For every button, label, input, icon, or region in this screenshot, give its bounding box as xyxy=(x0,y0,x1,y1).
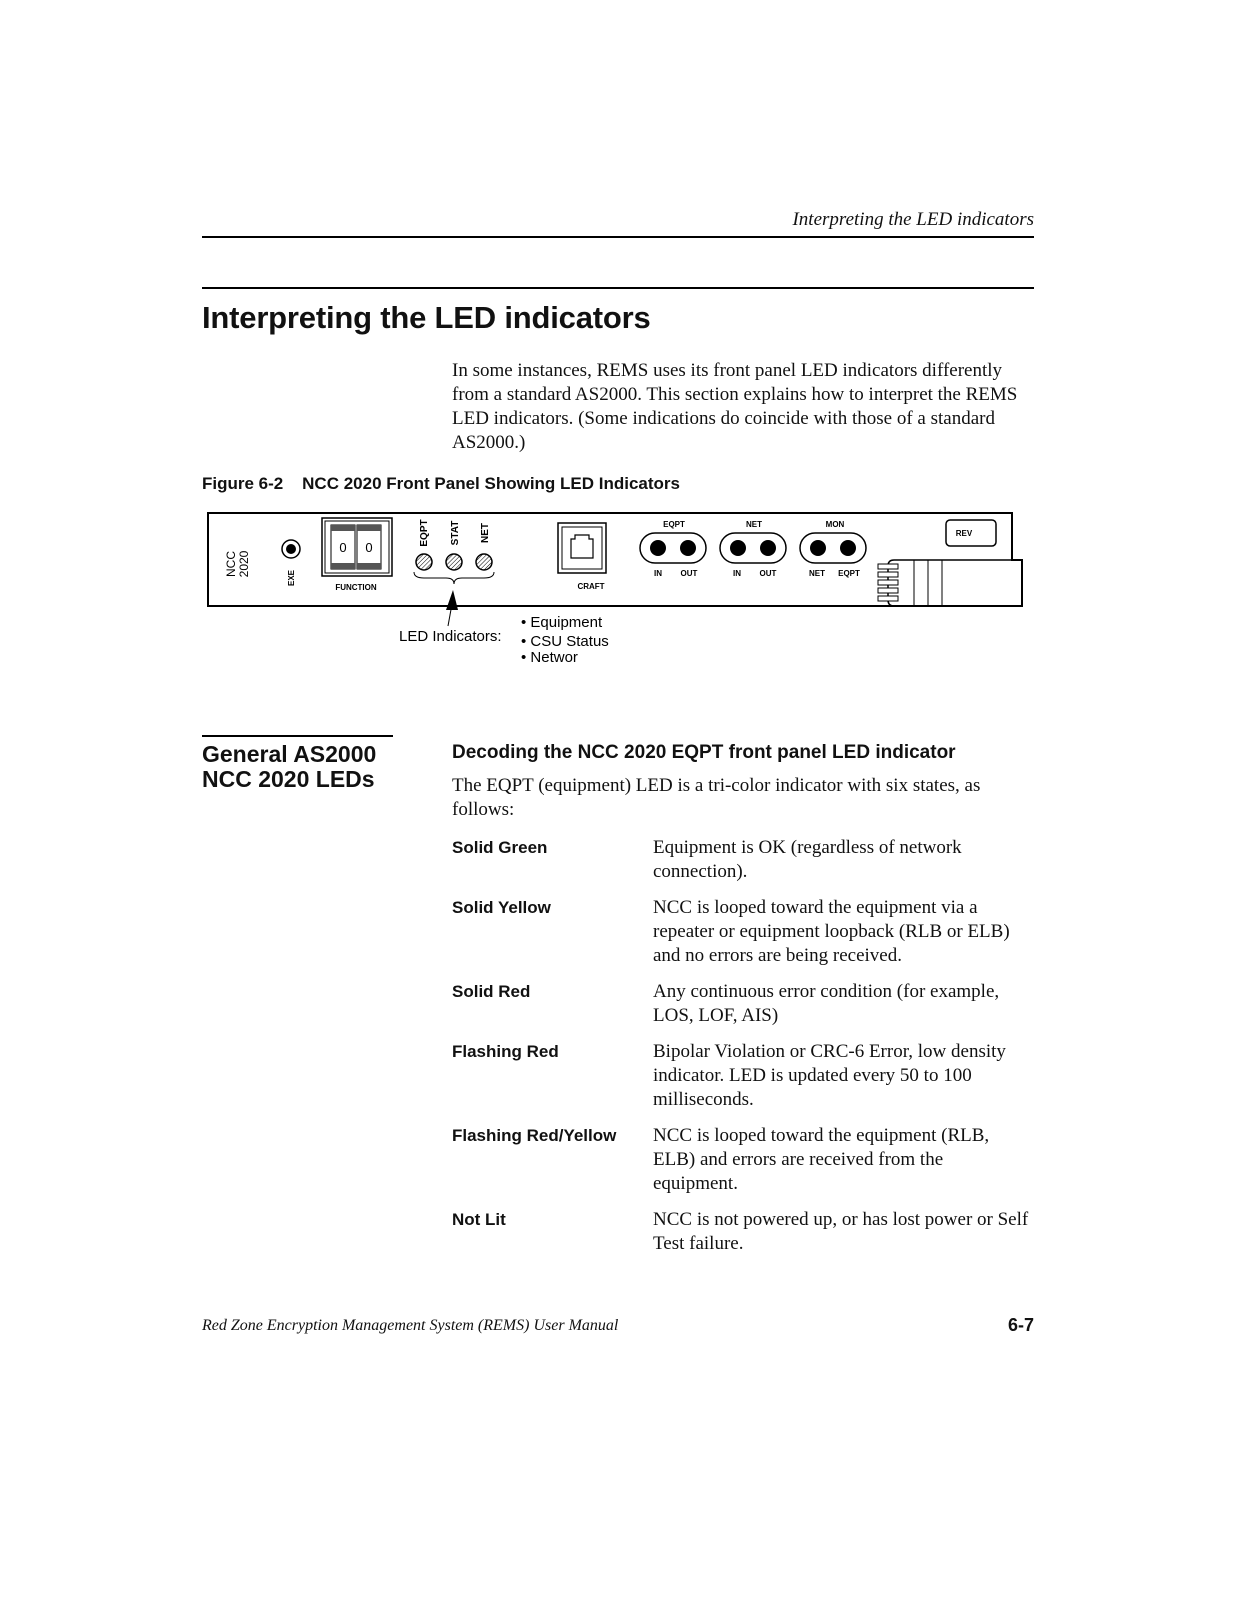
state-description: Bipolar Violation or CRC-6 Error, low density indicator. LED is updated every 50 to 100 milliseconds. xyxy=(653,1041,1006,1110)
jack-mon-title: MON xyxy=(825,520,845,529)
model-label-line2: 2020 xyxy=(237,550,251,578)
callout-label: LED Indicators: xyxy=(399,628,502,645)
state-description: Equipment is OK (regardless of network connection). xyxy=(653,837,962,882)
figure-title: NCC 2020 Front Panel Showing LED Indicators xyxy=(302,474,680,493)
state-row-flashing-red-yellow xyxy=(452,1124,1034,1196)
state-row-solid-red xyxy=(452,980,1034,1028)
function-digit-1: 0 xyxy=(339,540,347,555)
jack-net-out: OUT xyxy=(759,569,777,578)
sub-heading: Decoding the NCC 2020 EQPT front panel LED indicator xyxy=(452,742,956,763)
jack-mon-net: NET xyxy=(809,569,825,578)
exe-label: EXE xyxy=(287,569,296,587)
craft-port xyxy=(558,523,606,573)
function-digit-2: 0 xyxy=(365,540,373,555)
side-heading-line2: NCC 2020 LEDs xyxy=(202,766,375,792)
craft-label: CRAFT xyxy=(577,582,605,591)
side-heading-line1: General AS2000 xyxy=(202,741,377,767)
page-title: Interpreting the LED indicators xyxy=(202,300,651,335)
rev-label: REV xyxy=(955,529,973,538)
callout-item-csu-status: • CSU Status xyxy=(521,633,609,650)
jack-mon-eqpt: EQPT xyxy=(838,569,860,578)
led-label-net: NET xyxy=(480,523,491,543)
state-row-not-lit xyxy=(452,1208,1034,1256)
state-term: Solid Green xyxy=(452,838,548,857)
state-description: NCC is looped toward the equipment (RLB, ELB) and errors are received from the equipment. xyxy=(653,1125,990,1194)
led-label-eqpt: EQPT xyxy=(419,519,430,547)
callout-item-equipment: • Equipment xyxy=(521,614,603,631)
intro-paragraph: In some instances, REMS uses its front panel LED indicators differently from a standard AS2000. This section explains how to interpret the REMS LED indicators. (Some indications do coincide with those of a standard AS2000.) xyxy=(452,360,1018,453)
model-label-line1: NCC xyxy=(224,551,238,577)
jack-eqpt-out: OUT xyxy=(680,569,698,578)
callout-item-network: • Networ xyxy=(521,649,578,666)
figure-number: Figure 6-2 xyxy=(202,474,284,493)
side-heading-rule xyxy=(202,735,393,737)
function-label: FUNCTION xyxy=(335,583,377,592)
callout-arrow-icon xyxy=(446,590,458,610)
eqpt-led-icon xyxy=(416,554,432,570)
jack-net-in: IN xyxy=(733,569,741,578)
net-led-icon xyxy=(476,554,492,570)
led-label-stat: STAT xyxy=(450,520,461,546)
jack-group-mon xyxy=(800,520,866,578)
state-description: Any continuous error condition (for example, LOS, LOF, AIS) xyxy=(653,981,1000,1026)
state-term: Solid Yellow xyxy=(452,898,551,917)
ejector-handle xyxy=(878,560,1022,606)
state-term: Flashing Red xyxy=(452,1042,559,1061)
stat-led-icon xyxy=(446,554,462,570)
jack-eqpt-in: IN xyxy=(654,569,662,578)
section-rule xyxy=(202,287,1034,289)
jack-net-title: NET xyxy=(746,520,762,529)
state-description: NCC is not powered up, or has lost power or Self Test failure. xyxy=(653,1209,1029,1254)
jack-group-eqpt xyxy=(640,520,706,578)
jack-group-net xyxy=(720,520,786,578)
jack-eqpt-title: EQPT xyxy=(663,520,685,529)
led-state-list xyxy=(452,836,1034,1268)
front-panel-figure xyxy=(202,508,1032,678)
state-term: Flashing Red/Yellow xyxy=(452,1126,617,1145)
led-brace xyxy=(414,572,494,584)
body-paragraph: The EQPT (equipment) LED is a tri-color indicator with six states, as follows: xyxy=(452,775,981,820)
state-row-solid-green xyxy=(452,836,1034,884)
state-row-flashing-red xyxy=(452,1040,1034,1112)
figure-caption xyxy=(202,474,680,494)
footer-page-number: 6-7 xyxy=(1007,1315,1034,1335)
state-row-solid-yellow xyxy=(452,896,1034,968)
state-term: Solid Red xyxy=(452,982,531,1001)
footer-manual-title: Red Zone Encryption Management System (REMS) User Manual xyxy=(202,1317,619,1334)
header-rule xyxy=(202,236,1034,238)
running-header: Interpreting the LED indicators xyxy=(792,209,1034,230)
state-term: Not Lit xyxy=(452,1210,506,1229)
front-panel-diagram xyxy=(202,508,1032,678)
state-description: NCC is looped toward the equipment via a repeater or equipment loopback (RLB or ELB) and no errors are being received. xyxy=(653,897,1010,966)
side-heading xyxy=(202,742,422,792)
